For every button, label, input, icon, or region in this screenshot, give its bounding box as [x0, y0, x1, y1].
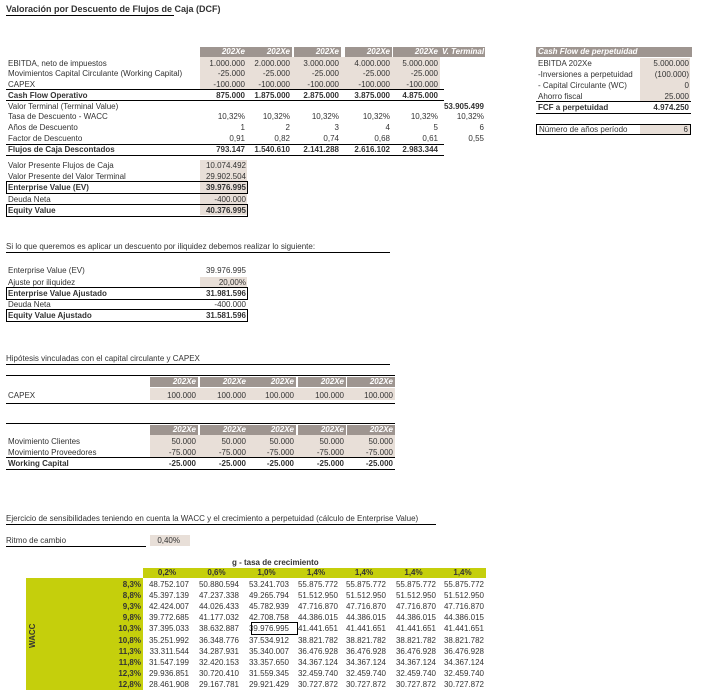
dcf-row-label: Años de Descuento [8, 123, 78, 132]
wc-label: Movimiento Proveedores [8, 448, 97, 457]
sens-cell: 35.340.007 [248, 646, 289, 656]
equity-box [6, 204, 248, 217]
sens-cell: 30.727.872 [443, 679, 484, 689]
dcf-row-label: CAPEX [8, 80, 36, 89]
dcf-cell: 3.875.000 [354, 91, 390, 100]
summary-value: -400.000 [214, 195, 246, 204]
wc-year-header: 202Xe [150, 425, 198, 435]
dcf-cell: 0,74 [323, 134, 339, 143]
sens-cell: 31.559.345 [248, 668, 289, 678]
g-value: 0,2% [157, 568, 177, 577]
sens-cell: 37.395.033 [148, 624, 189, 634]
capex-year-header: 202Xe [248, 377, 296, 387]
g-title: g - tasa de crecimiento [232, 558, 319, 567]
g-value: 1,4% [404, 568, 423, 577]
sens-cell: 37.534.912 [248, 635, 289, 645]
dcf-tv-cell: 53.905.499 [443, 102, 484, 111]
summary-label: Deuda Neta [8, 195, 51, 204]
wacc-value: 11,3% [118, 646, 141, 656]
capex-year-header: 202Xe [347, 377, 395, 387]
dcf-row-label: EBITDA, neto de impuestos [8, 59, 107, 68]
dcf-tv-header: V. Terminal [442, 47, 485, 56]
sens-cell: 44.026.433 [198, 602, 239, 612]
sens-cell: 34.367.124 [443, 657, 484, 667]
g-value: 1,4% [453, 568, 472, 577]
dcf-cell: 0,61 [422, 134, 438, 143]
sens-cell: 39.976.995 [248, 624, 289, 634]
sens-cell: 42.424.007 [148, 602, 189, 612]
liq-value: 39.976.995 [205, 266, 246, 275]
dcf-cell: 10,32% [362, 112, 390, 121]
dcf-cell: 2.983.344 [402, 145, 438, 154]
dcf-year-header: 202Xe [294, 47, 341, 57]
wc-cell: 50.000 [269, 437, 294, 446]
capex-cell: 100.000 [315, 391, 344, 400]
summary-value: 29.902.504 [205, 172, 246, 181]
wacc-value: 9,3% [122, 602, 141, 612]
capex-label: CAPEX [8, 391, 36, 400]
liq-label: Ajuste por iliquidez [8, 278, 76, 287]
sens-cell: 32.459.740 [443, 668, 484, 678]
capex-line [6, 403, 395, 404]
sens-cell: 29.921.429 [248, 679, 289, 689]
fcf-label: FCF a perpetuidad [538, 103, 609, 112]
dcf-cell: 4.875.000 [402, 91, 438, 100]
sens-cell: 36.348.776 [198, 635, 239, 645]
perp-header: Cash Flow de perpetuidad [536, 47, 692, 57]
sens-cell: 33.311.544 [149, 646, 189, 656]
sens-cell: 38.821.782 [297, 635, 338, 645]
sens-cell: 55.875.772 [297, 580, 338, 589]
sens-cell: 38.821.782 [443, 635, 484, 645]
wacc-value: 12,3% [118, 668, 141, 678]
wc-cell: -75.000 [218, 448, 246, 457]
liq-value: 31.981.596 [205, 289, 246, 298]
dcf-cell: -100.000 [213, 80, 245, 89]
capex-cell: 100.000 [167, 391, 196, 400]
summary-label: Equity Value [8, 206, 56, 215]
sens-cell: 45.782.939 [248, 602, 289, 612]
sens-cell: 55.875.772 [395, 580, 436, 589]
sens-cell: 36.476.928 [443, 646, 484, 656]
dcf-cell: 875.000 [216, 91, 245, 100]
g-value: 0,6% [207, 568, 226, 577]
sens-cell: 55.875.772 [443, 580, 484, 589]
sens-cell: 47.716.870 [395, 602, 436, 612]
dcf-cell: 10,32% [262, 112, 290, 121]
sens-cell: 30.727.872 [297, 679, 338, 689]
sens-cell: 36.476.928 [297, 646, 338, 656]
sens-cell: 49.265.794 [248, 591, 289, 601]
dcf-cell: -25.000 [217, 69, 245, 78]
wacc-value: 9,8% [122, 613, 141, 623]
dcf-line [6, 89, 444, 90]
dcf-cell: 5 [433, 123, 438, 132]
dcf-tv-cell: 6 [479, 123, 484, 132]
perp-value: 25.000 [664, 92, 689, 101]
sens-cell: 38.821.782 [395, 635, 436, 645]
sens-cell: 38.632.887 [198, 624, 239, 634]
dcf-cell: 0,68 [374, 134, 390, 143]
dcf-cell: 2 [285, 123, 290, 132]
dcf-cell: -25.000 [410, 69, 438, 78]
wc-cell: 50.000 [171, 437, 196, 446]
dcf-line [6, 100, 444, 101]
sens-cell: 47.237.338 [198, 591, 239, 601]
liq-equity-box [6, 309, 248, 322]
capex-year-header: 202Xe [150, 377, 198, 387]
g-value: 1,0% [257, 568, 276, 577]
capex-cell: 100.000 [265, 391, 294, 400]
dcf-year-header: 202Xe [245, 47, 292, 57]
dcf-cell: 3 [334, 123, 339, 132]
dcf-row-label: Valor Terminal (Terminal Value) [8, 102, 119, 111]
sens-cell: 51.512.950 [443, 591, 484, 601]
capex-cell: 100.000 [364, 391, 393, 400]
wc-cell: -25.000 [218, 459, 246, 468]
dcf-cell: 1.540.610 [254, 145, 290, 154]
wc-line [6, 469, 395, 470]
sens-cell: 41.177.032 [198, 613, 239, 623]
sens-cell: 51.512.950 [395, 591, 436, 601]
sens-cell: 38.821.782 [345, 635, 386, 645]
sens-cell: 32.420.153 [198, 657, 239, 667]
sens-cell: 51.512.950 [345, 591, 386, 601]
wacc-value: 12,8% [118, 679, 141, 689]
sens-cell: 32.459.740 [395, 668, 436, 678]
wc-cell: -75.000 [168, 448, 196, 457]
sens-cell: 44.386.015 [395, 613, 436, 623]
liq-value: -400.000 [214, 300, 246, 309]
wacc-value: 10,3% [118, 624, 141, 634]
sens-cell: 39.772.685 [148, 613, 189, 623]
dcf-cell: 4.000.000 [354, 59, 390, 68]
dcf-row-label: Tasa de Descuento - WACC [8, 112, 108, 121]
capex-cell: 100.000 [217, 391, 246, 400]
dcf-row-label: Factor de Descuento [8, 134, 83, 143]
sens-cell: 32.459.740 [345, 668, 386, 678]
dcf-row-label: Movimientos Capital Circulante (Working Capital) [8, 69, 183, 78]
dcf-year-header: 202Xe [200, 47, 247, 57]
dcf-cell: 10,32% [217, 112, 245, 121]
wc-year-header: 202Xe [248, 425, 296, 435]
wc-line [6, 423, 395, 424]
sens-cell: 44.386.015 [345, 613, 386, 623]
sens-cell: 48.752.107 [148, 580, 189, 589]
wc-year-header: 202Xe [200, 425, 248, 435]
ev-box [6, 181, 248, 194]
sens-cell: 41.441.651 [395, 624, 436, 634]
dcf-cell: 0,82 [274, 134, 290, 143]
dcf-cell: 1.875.000 [254, 91, 290, 100]
wc-cell: 50.000 [368, 437, 393, 446]
dcf-cell: 2.141.288 [303, 145, 339, 154]
dcf-cell: -25.000 [362, 69, 390, 78]
wc-cell: 50.000 [319, 437, 344, 446]
dcf-cell: -100.000 [307, 80, 339, 89]
dcf-cell: 1 [240, 123, 245, 132]
dcf-year-header: 202Xe [345, 47, 392, 57]
page-title: Valoración por Descuento de Flujos de Caja (DCF) [6, 4, 221, 14]
sens-cell: 41.441.651 [345, 624, 386, 634]
base-case-box [251, 622, 298, 635]
perp-label: EBITDA 202Xe [538, 59, 592, 68]
wc-year-header: 202Xe [298, 425, 346, 435]
years-value: 6 [683, 125, 688, 134]
wacc-value: 8,3% [122, 580, 141, 589]
sens-cell: 35.251.992 [148, 635, 189, 645]
summary-value: 10.074.492 [205, 161, 246, 170]
dcf-cell: 1.000.000 [209, 59, 245, 68]
sens-cell: 47.716.870 [443, 602, 484, 612]
sens-cell: 51.512.950 [297, 591, 338, 601]
wacc-label: WACC [28, 623, 37, 648]
wc-label: Working Capital [8, 459, 69, 468]
dcf-cell: -100.000 [406, 80, 438, 89]
wc-cell: -75.000 [316, 448, 344, 457]
sens-cell: 28.461.908 [148, 679, 189, 689]
dcf-cell: 2.000.000 [254, 59, 290, 68]
sens-cell: 41.441.651 [297, 624, 338, 634]
sens-cell: 36.476.928 [395, 646, 436, 656]
liq-value: 31.581.596 [205, 311, 246, 320]
dcf-cell: 0,91 [229, 134, 245, 143]
sens-intro: Ejercicio de sensibilidades teniendo en cuenta la WACC y el crecimiento a perpetuidad (cálculo de Enterprise Value) [6, 514, 436, 525]
dcf-cell: -100.000 [258, 80, 290, 89]
perp-line [536, 113, 691, 114]
rate-label: Ritmo de cambio [6, 536, 146, 547]
wc-cell: -25.000 [168, 459, 196, 468]
dcf-row-label: Flujos de Caja Descontados [8, 145, 115, 154]
wc-cell: -25.000 [316, 459, 344, 468]
sens-cell: 45.397.139 [148, 591, 189, 601]
sens-cell: 44.386.015 [443, 613, 484, 623]
sens-cell: 47.716.870 [345, 602, 386, 612]
summary-value: 39.976.995 [205, 183, 246, 192]
perp-value: 5.000.000 [653, 59, 689, 68]
perp-label: Ahorro fiscal [538, 92, 583, 101]
dcf-line [6, 144, 444, 145]
sens-cell: 34.367.124 [395, 657, 436, 667]
dcf-cell: 793.147 [216, 145, 245, 154]
wacc-value: 11,8% [118, 657, 141, 667]
liq-ev-box [6, 287, 248, 300]
summary-label: Enterprise Value (EV) [8, 183, 89, 192]
wc-cell: 50.000 [221, 437, 246, 446]
sens-cell: 29.167.781 [198, 679, 239, 689]
perp-label: - Capital Circulante (WC) [538, 81, 627, 90]
dcf-row-label: Cash Flow Operativo [8, 91, 88, 100]
sens-cell: 32.459.740 [297, 668, 338, 678]
sens-cell: 44.386.015 [297, 613, 338, 623]
sens-cell: 30.727.872 [395, 679, 436, 689]
fcf-value: 4.974.250 [653, 103, 689, 112]
summary-label: Valor Presente Flujos de Caja [8, 161, 114, 170]
wc-cell: -75.000 [266, 448, 294, 457]
sens-cell: 55.875.772 [345, 580, 386, 589]
sens-cell: 42.708.758 [248, 613, 289, 623]
wc-cell: -25.000 [365, 459, 393, 468]
sens-cell: 29.936.851 [148, 668, 189, 678]
wacc-value: 8,8% [122, 591, 141, 601]
wc-cell: -75.000 [365, 448, 393, 457]
dcf-cell: -25.000 [262, 69, 290, 78]
wacc-value: 10,8% [118, 635, 141, 645]
wc-year-header: 202Xe [347, 425, 395, 435]
dcf-cell: 2.616.102 [354, 145, 390, 154]
g-value: 1,4% [354, 568, 374, 577]
liq-label: Enterprise Value (EV) [8, 266, 85, 275]
capex-year-header: 202Xe [200, 377, 248, 387]
sens-cell: 36.476.928 [345, 646, 386, 656]
liq-value: 20,00% [218, 278, 246, 287]
dcf-cell: -100.000 [358, 80, 390, 89]
liq-label: Deuda Neta [8, 300, 51, 309]
sens-cell: 34.367.124 [345, 657, 386, 667]
capex-intro: Hipótesis vinculadas con el capital circulante y CAPEX [6, 354, 390, 365]
summary-label: Valor Presente del Valor Terminal [8, 172, 126, 181]
liq-label: Enterprise Value Ajustado [8, 289, 107, 298]
dcf-cell: -25.000 [311, 69, 339, 78]
sens-cell: 34.367.124 [297, 657, 338, 667]
liq-label: Equity Value Ajustado [8, 311, 92, 320]
dcf-tv-cell: 10,32% [456, 112, 484, 121]
dcf-cell: 10,32% [311, 112, 339, 121]
rate-value: 0,40% [157, 536, 180, 545]
dcf-year-header: 202Xe [393, 47, 440, 57]
sens-cell: 31.547.199 [148, 657, 189, 667]
wc-label: Movimiento Clientes [8, 437, 81, 446]
capex-year-header: 202Xe [298, 377, 346, 387]
sens-cell: 41.441.651 [443, 624, 484, 634]
sens-cell: 34.287.931 [198, 646, 239, 656]
dcf-cell: 5.000.000 [402, 59, 438, 68]
dcf-cell: 3.000.000 [303, 59, 339, 68]
dcf-cell: 4 [385, 123, 390, 132]
sens-cell: 53.241.703 [248, 580, 289, 589]
wc-line [6, 457, 395, 458]
dcf-tv-cell: 0,55 [468, 134, 484, 143]
dcf-cell: 10,32% [410, 112, 438, 121]
capex-line [6, 375, 395, 376]
perp-label: -Inversiones a perpetuidad [538, 70, 633, 79]
dcf-cell: 2.875.000 [303, 91, 339, 100]
sens-cell: 47.716.870 [297, 602, 338, 612]
liq-intro: Si lo que queremos es aplicar un descuento por iliquidez debemos realizar lo siguiente: [6, 242, 390, 253]
years-label: Número de años período [539, 125, 628, 134]
sens-cell: 50.880.594 [198, 580, 239, 589]
g-value: 1,4% [306, 568, 326, 577]
sens-cell: 30.720.410 [198, 668, 239, 678]
wc-cell: -25.000 [266, 459, 294, 468]
summary-value: 40.376.995 [205, 206, 246, 215]
dcf-line [6, 155, 444, 156]
perp-value: 0 [684, 81, 689, 90]
sens-cell: 30.727.872 [345, 679, 386, 689]
sens-cell: 33.357.650 [248, 657, 289, 667]
perp-value: (100.000) [654, 70, 689, 79]
